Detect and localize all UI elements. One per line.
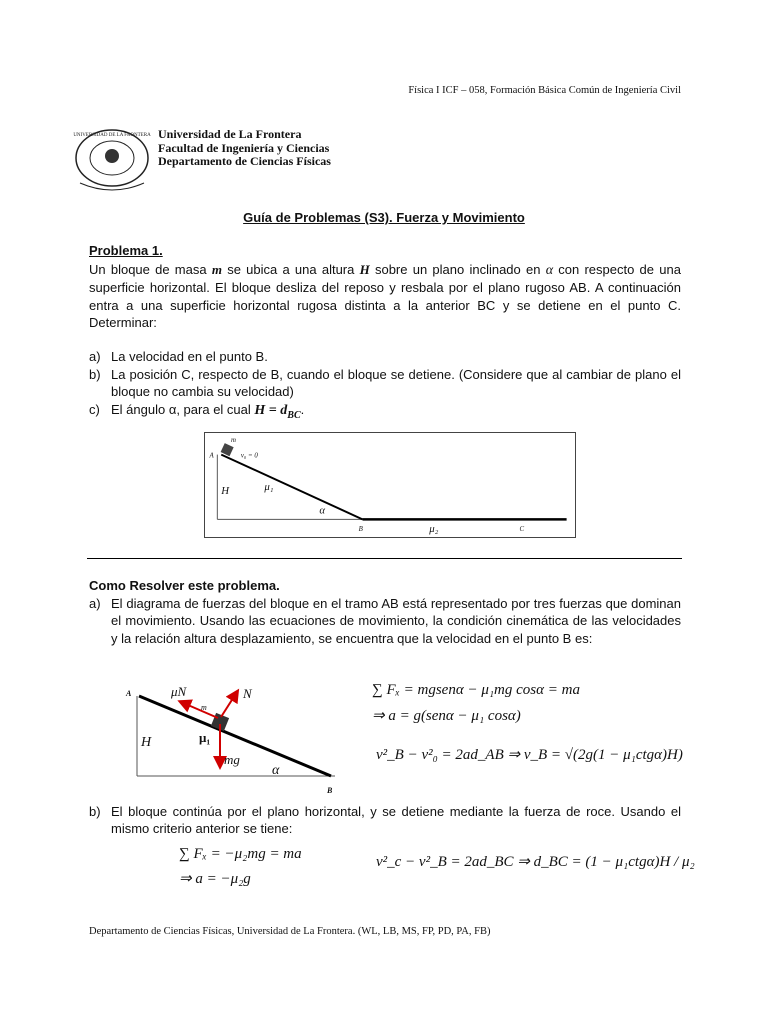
equation-acceleration-bc: ⇒ a = −μ₂g	[179, 871, 251, 887]
item-a-text: La velocidad en el punto B.	[111, 349, 268, 364]
page-title: Guía de Problemas (S3). Fuerza y Movimiento	[243, 210, 525, 225]
course-header: Física I ICF – 058, Formación Básica Común de Ingeniería Civil	[408, 85, 681, 96]
fd-mu1: μ₁	[199, 730, 211, 745]
fd-alpha: α	[272, 763, 280, 778]
equation-sum-forces-bc: ∑ Fₓ = −μ₂mg = ma	[179, 846, 302, 862]
department-name: Departamento de Ciencias Físicas	[158, 154, 331, 168]
fig1-mu1: μ₁	[264, 480, 274, 493]
fig1-m: m	[231, 436, 237, 444]
item-c-marker: c)	[89, 402, 100, 417]
section-divider	[87, 558, 682, 559]
item-b-marker: b)	[89, 367, 101, 382]
normal-arrow	[221, 692, 237, 717]
solution-heading: Como Resolver este problema.	[89, 578, 280, 593]
problem-heading: Problema 1.	[89, 243, 163, 258]
item-b-text: La posición C, respecto de B, cuando el bloque se detiene. (Considere que al cambiar de plano el bloque no cambia su velocidad)	[111, 367, 681, 400]
item-c-text: El ángulo α, para el cual $H = d_{BC}$.	[111, 402, 305, 421]
fd-mg: mg	[224, 752, 240, 767]
fig1-C: C	[519, 526, 525, 534]
equation-acceleration-ab: ⇒ a = g(senα − μ₁ cosα)	[372, 708, 521, 724]
fig1-v0: v₀ = 0	[240, 452, 258, 460]
solution-a-text: El diagrama de fuerzas del bloque en el tramo AB está representado por tres fuerzas que dominan el movimiento. Usando las ecuaciones de movimiento, la condición cinemática de las velocidades y la relación altura desplazamiento, se encuentra que la velocidad en el punto B es:	[111, 596, 681, 646]
incline-surface	[221, 452, 362, 520]
fd-A: A	[126, 689, 132, 698]
faculty-name: Facultad de Ingeniería y Ciencias	[158, 140, 330, 155]
item-a-marker: a)	[89, 349, 101, 364]
fd-N: N	[243, 686, 252, 701]
problem-statement: Un bloque de masa m se ubica a una altura H sobre un plano inclinado en α con respecto de una superficie horizontal. El bloque desliza del reposo y resbala por el plano rugoso AB. A continuación entra a una superficie horizontal rugosa distinta a la anterior BC y se detiene en el punto C. Determinar:	[89, 262, 681, 331]
equation-velocity-b: v²_B − v²₀ = 2ad_AB ⇒ v_B = √(2g(1 − μ₁ctgα)H)	[376, 747, 683, 763]
fd-B: B	[327, 786, 333, 795]
institution-block	[158, 128, 331, 169]
force-diagram	[125, 680, 340, 798]
university-name: Universidad de La Frontera	[158, 127, 302, 141]
university-logo	[70, 127, 154, 193]
solution-b-marker: b)	[89, 804, 101, 819]
incline-figure	[204, 432, 576, 538]
equation-sum-forces-ab: ∑ Fₓ = mgsenα − μ₁mg cosα = ma	[372, 682, 580, 698]
logo-text: UNIVERSIDAD DE LA FRONTERA	[73, 133, 151, 138]
solution-b-text: El bloque continúa por el plano horizontal, y se detiene mediante la fuerza de roce. Usando el mismo criterio anterior se tiene:	[111, 804, 681, 837]
fd-muN: μN	[171, 684, 187, 699]
height-symbol: H	[359, 262, 370, 277]
solution-a-marker: a)	[89, 596, 101, 611]
mass-symbol: m	[211, 262, 222, 277]
fig1-A: A	[209, 452, 214, 460]
fig1-B: B	[358, 526, 363, 534]
alpha-symbol: α	[545, 263, 554, 278]
fig1-alpha: α	[319, 504, 326, 517]
fig1-mu2: μ₂	[429, 523, 439, 536]
equation-distance-bc: v²_c − v²_B = 2ad_BC ⇒ d_BC = (1 − μ₁ctgα)H / μ₂	[376, 854, 695, 870]
fd-m: m	[201, 703, 207, 712]
page-footer: Departamento de Ciencias Físicas, Universidad de La Frontera. (WL, LB, MS, FP, PD, PA, FB)	[89, 926, 491, 937]
fig1-H: H	[221, 484, 230, 497]
fd-H: H	[141, 735, 152, 750]
